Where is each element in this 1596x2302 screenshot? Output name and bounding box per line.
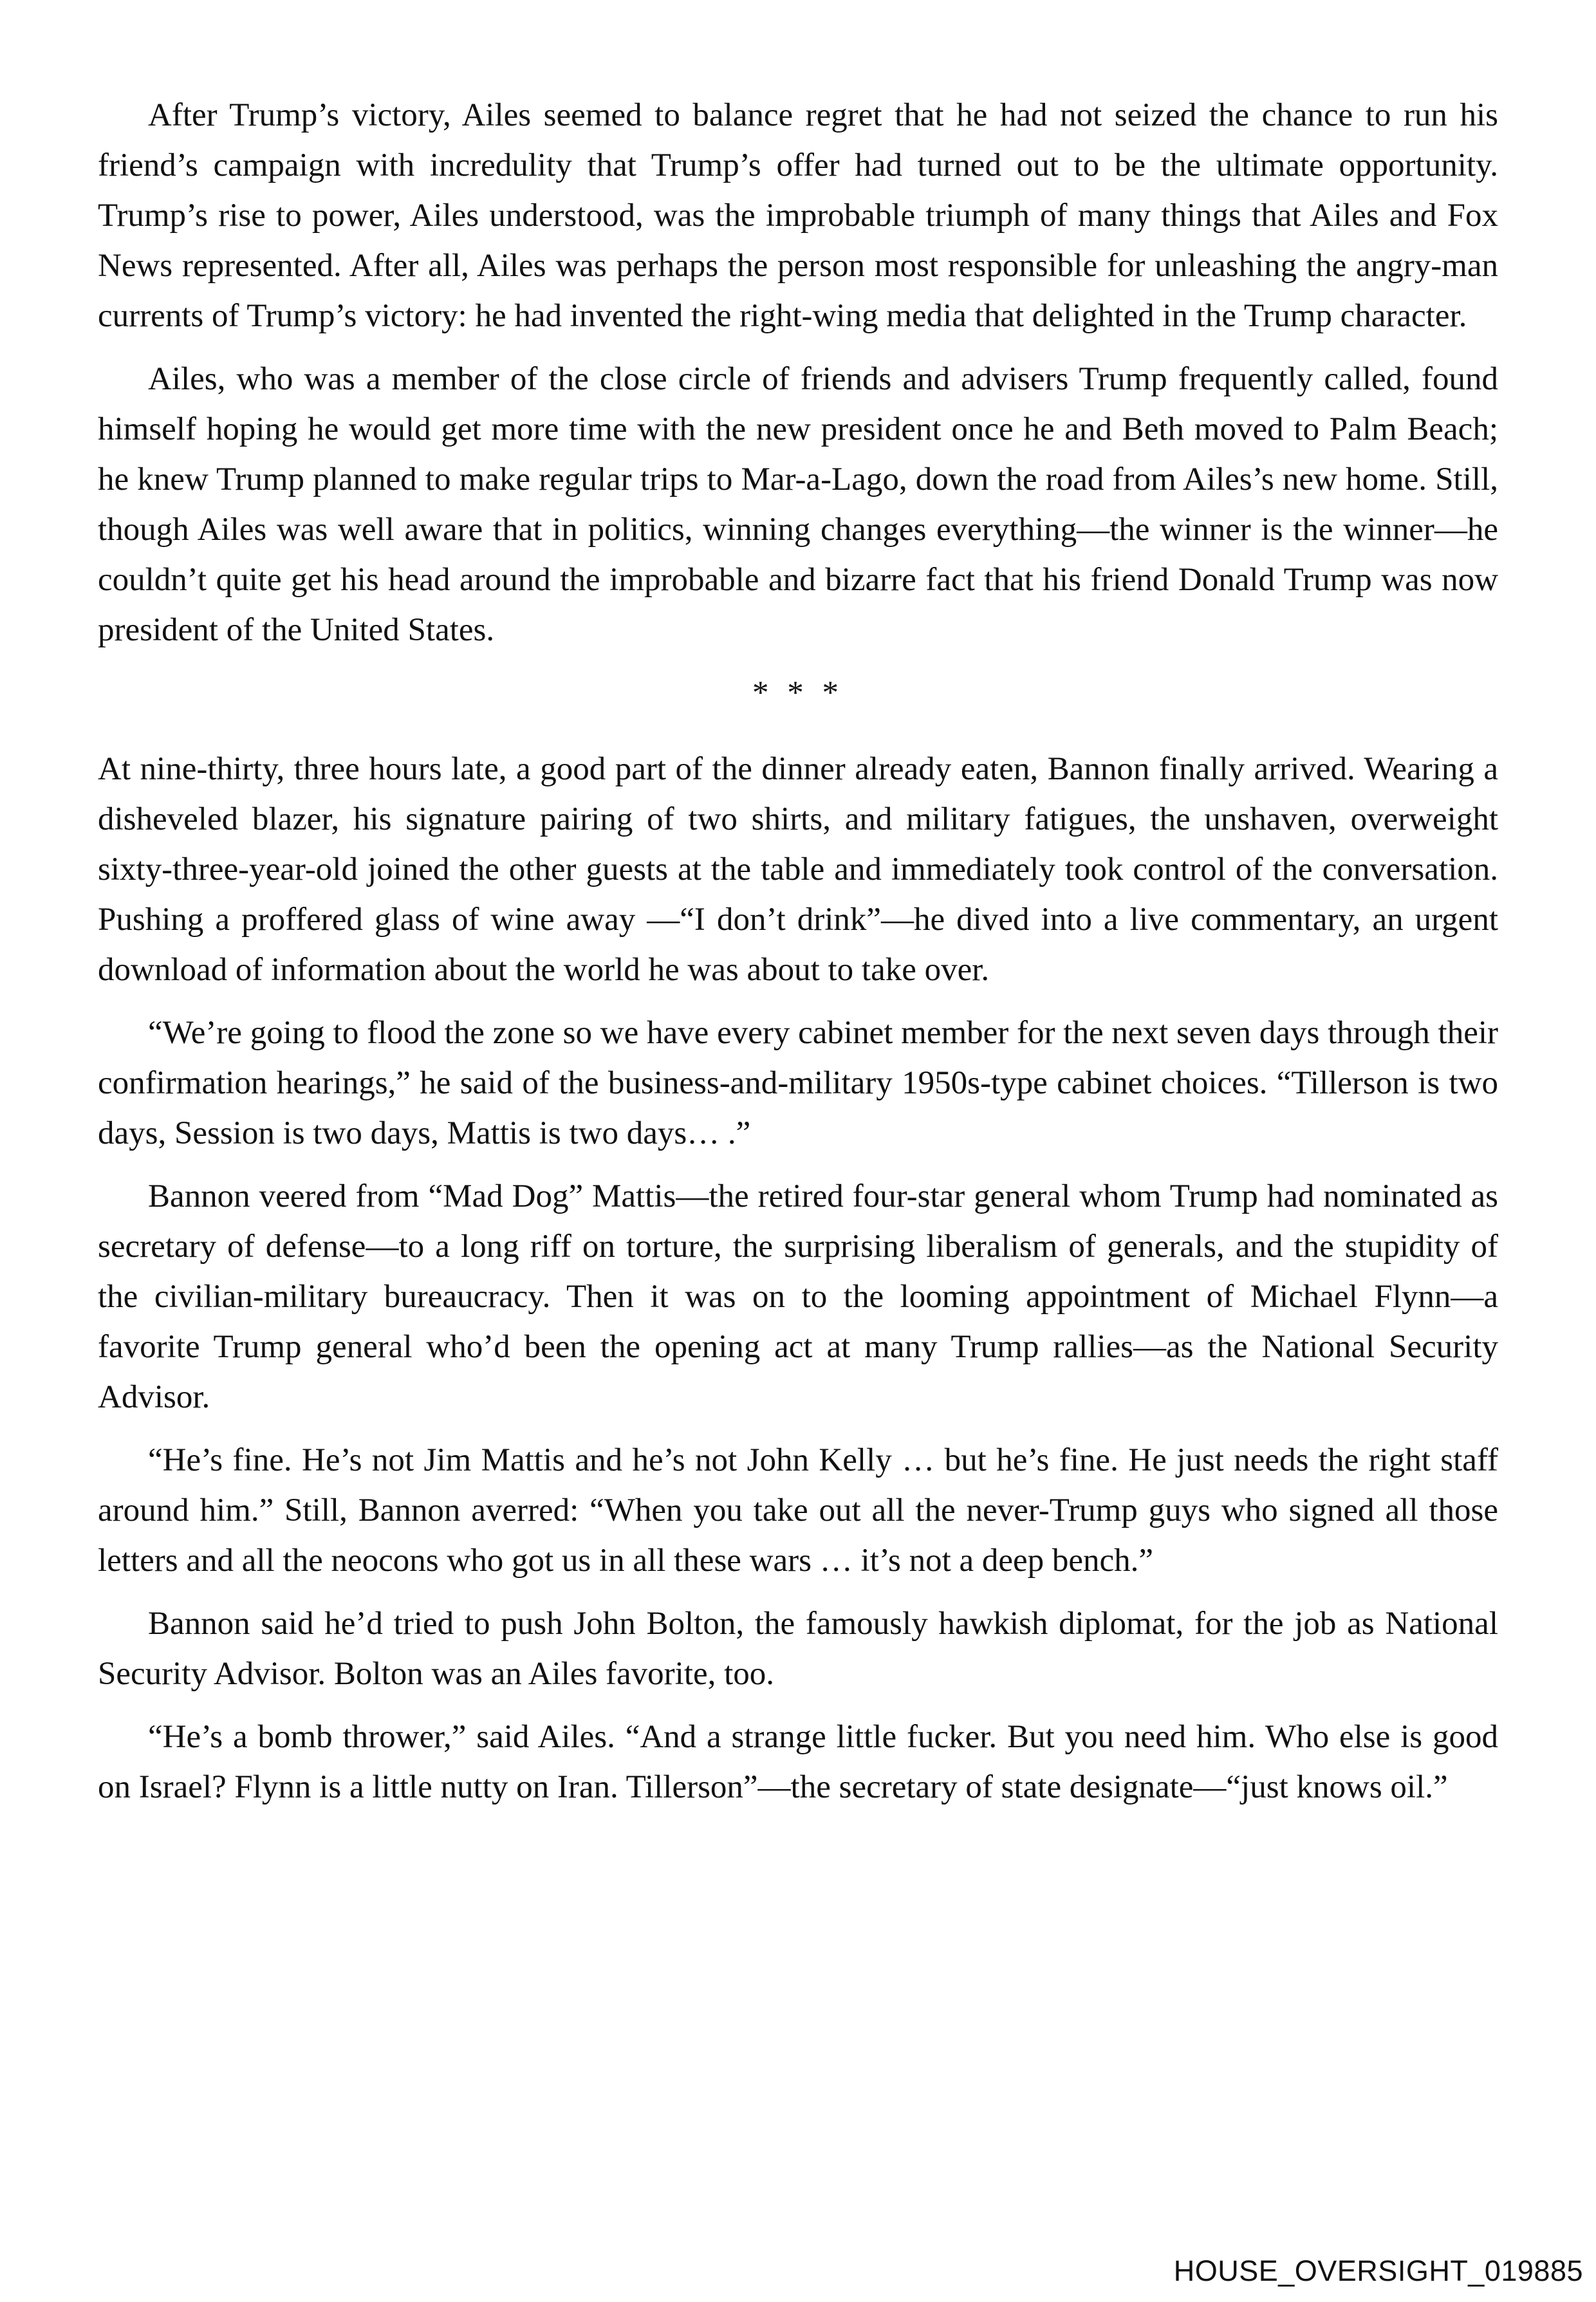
paragraph-bannon-arrives: At nine-thirty, three hours late, a good part of the dinner already eaten, Bannon finally arrived. Wearing a disheveled blazer, his signature pairing of two shirts, and military fatigues, the unshaven, overweight sixty-three-year-old joined the other guests at the table and immediately took control of the conversation. Pushing a proffered glass of wine away —“I don’t drink”—he dived into a live commentary, an urgent download of information about the world he was about to take over. (98, 751, 1498, 988)
section-break: * * * (752, 675, 844, 711)
paragraph-deep-bench: “He’s fine. He’s not Jim Mattis and he’s not John Kelly … but he’s fine. He just needs the right staff around him.” Still, Bannon averred: “When you take out all the never-Trump guys who signed all those letters and all the neocons who got us in all these wars … it’s not a deep bench.” (98, 1442, 1498, 1579)
paragraph-bolton: Bannon said he’d tried to push John Bolton, the famously hawkish diplomat, for the job as National Security Advisor. Bolton was an Ailes favorite, too. (98, 1606, 1498, 1692)
paragraph-ailes-circle: Ailes, who was a member of the close circle of friends and advisers Trump frequently called, found himself hoping he would get more time with the new president once he and Beth moved to Palm Beach; he knew Trump planned to make regular trips to Mar-a-Lago, down the road from Ailes’s new home. Still, though Ailes was well aware that in politics, winning changes everything—the winner is the winner—he couldn’t quite get his head around the improbable and bizarre fact that his friend Donald Trump was now president of the United States. (98, 361, 1498, 648)
paragraph-mattis-flynn: Bannon veered from “Mad Dog” Mattis—the retired four-star general whom Trump had nominated as secretary of defense—to a long riff on torture, the surprising liberalism of generals, and the stupidity of the civilian-military bureaucracy. Then it was on to the looming appointment of Michael Flynn—a favorite Trump general who’d been the opening act at many Trump rallies—as the National Security Advisor. (98, 1178, 1498, 1415)
paragraph-bomb-thrower: “He’s a bomb thrower,” said Ailes. “And a strange little fucker. But you need him. Who else is good on Israel? Flynn is a little nutty on Iran. Tillerson”—the secretary of state designate—“just knows oil.” (98, 1719, 1498, 1805)
paragraph-flood-the-zone: “We’re going to flood the zone so we have every cabinet member for the next seven days through their confirmation hearings,” he said of the business-and-military 1950s-type cabinet choices. “Tillerson is two days, Session is two days, Mattis is two days… .” (98, 1015, 1498, 1151)
bates-number: HOUSE_OVERSIGHT_019885 (1173, 2254, 1583, 2287)
document-page (98, 90, 1498, 1825)
paragraph-ailes-regret: After Trump’s victory, Ailes seemed to balance regret that he had not seized the chance to run his friend’s campaign with incredulity that Trump’s offer had turned out to be the ultimate opportunity. Trump’s rise to power, Ailes understood, was the improbable triumph of many things that Ailes and Fox News represented. After all, Ailes was perhaps the person most responsible for unleashing the angry-man currents of Trump’s victory: he had invented the right-wing media that delighted in the Trump character. (98, 97, 1498, 334)
